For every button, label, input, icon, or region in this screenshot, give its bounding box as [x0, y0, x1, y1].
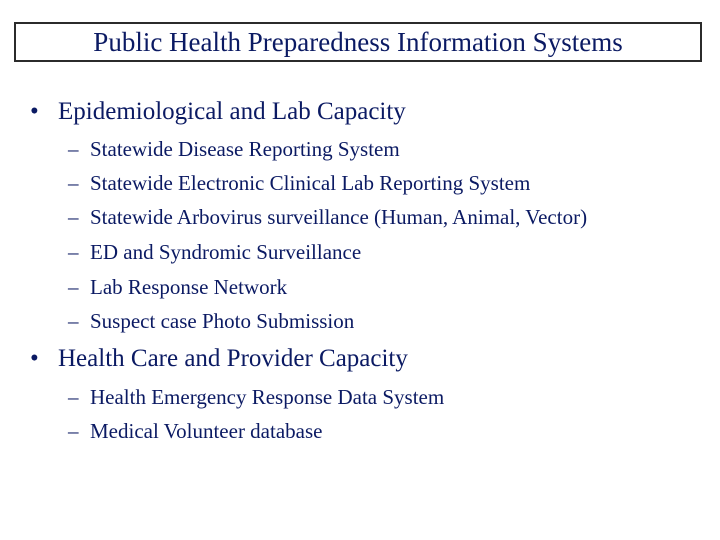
- dash-icon: –: [68, 275, 79, 299]
- list-item: [68, 171, 530, 196]
- list-item-label: Statewide Disease Reporting System: [90, 137, 400, 161]
- section-heading-label: Health Care and Provider Capacity: [58, 345, 408, 372]
- section-heading-health-care: [30, 345, 408, 373]
- slide-title: Public Health Preparedness Information Systems: [93, 26, 623, 57]
- list-item-label: Suspect case Photo Submission: [90, 309, 355, 333]
- list-item: [68, 419, 322, 444]
- list-item-label: ED and Syndromic Surveillance: [90, 240, 362, 264]
- bullet-icon: •: [30, 345, 39, 372]
- list-item-label: Lab Response Network: [90, 275, 288, 299]
- dash-icon: –: [68, 205, 79, 229]
- dash-icon: –: [68, 419, 79, 443]
- list-item-label: Health Emergency Response Data System: [90, 385, 445, 409]
- section-heading-epidemiological: [30, 98, 406, 126]
- list-item: [68, 385, 444, 410]
- dash-icon: –: [68, 171, 79, 195]
- section-heading-label: Epidemiological and Lab Capacity: [58, 98, 406, 125]
- list-item: [68, 137, 400, 162]
- list-item-label: Medical Volunteer database: [90, 419, 323, 443]
- list-item-label: Statewide Electronic Clinical Lab Reporting System: [90, 171, 531, 195]
- list-item-label: Statewide Arbovirus surveillance (Human, Animal, Vector): [90, 205, 588, 229]
- list-item: [68, 309, 354, 334]
- list-item: [68, 240, 361, 265]
- bullet-icon: •: [30, 98, 39, 125]
- dash-icon: –: [68, 137, 79, 161]
- list-item: [68, 205, 587, 230]
- dash-icon: –: [68, 385, 79, 409]
- list-item: [68, 275, 287, 300]
- dash-icon: –: [68, 309, 79, 333]
- dash-icon: –: [68, 240, 79, 264]
